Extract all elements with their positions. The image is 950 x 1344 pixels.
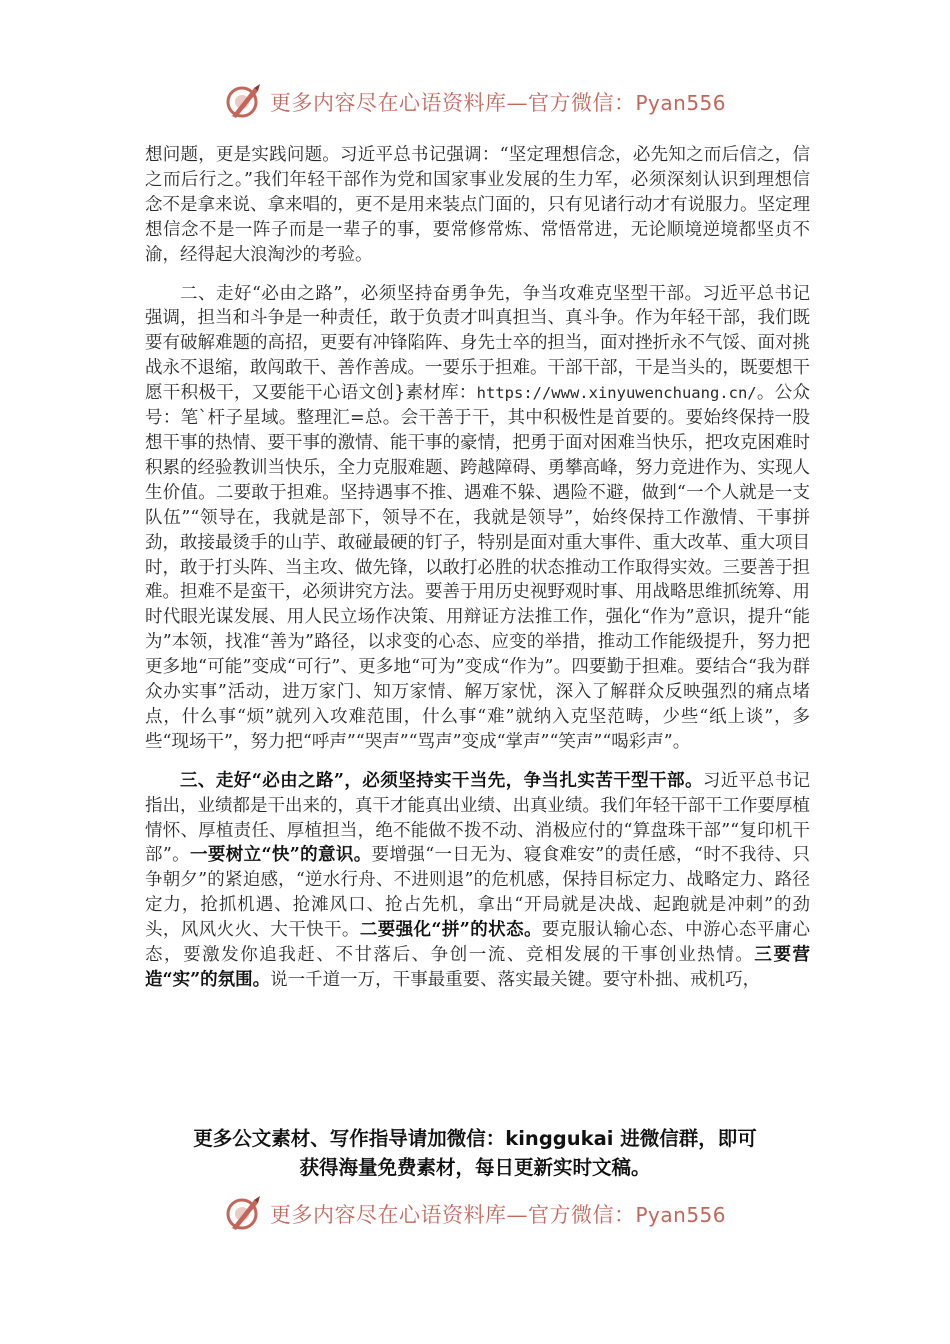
footer-wechat-id: Pyan556	[635, 1203, 726, 1227]
section-heading-3: 三、走好“必由之路”，必须坚持实干当先，争当扎实苦干型干部。	[180, 770, 703, 791]
footer-banner	[0, 1192, 950, 1236]
url-text: https://www.xinyuwenchuang.cn/	[476, 384, 757, 403]
footer-banner-text: 更多内容尽在心语资料库—官方微信：Pyan556	[269, 1203, 726, 1227]
pen-logo-icon	[224, 1194, 264, 1234]
document-body	[145, 143, 810, 993]
promo-line-1: 更多公文素材、写作指导请加微信：kinggukai 进微信群，即可	[193, 1127, 757, 1150]
promo-line-2: 获得海量免费素材，每日更新实时文稿。	[299, 1156, 651, 1179]
header-banner-text: 更多内容尽在心语资料库—官方微信：Pyan556	[269, 91, 726, 115]
point-heading-2: 二要强化“拼”的状态。	[359, 920, 542, 941]
header-wechat-id: Pyan556	[635, 91, 726, 115]
promo-notice	[120, 1124, 830, 1182]
paragraph-3: 三、走好“必由之路”，必须坚持实干当先，争当扎实苦干型干部。习近平总书记指出，业绩都是干出来的，真干才能真出业绩、出真业绩。我们年轻干部干工作要厚植情怀、厚植责任、厚植担当，绝不能做不拨不动、消极应付的“算盘珠干部”“复印机干部”。一要树立“快”的意识。要增强“一日无为、寝食难安”的责任感，“时不我待、只争朝夕”的紧迫感，“逆水行舟、不进则退”的危机感，保持目标定力、战略定力、路径定力，抢抓机遇、抢滩风口、抢占先机，拿出“开局就是决战、起跑就是冲刺”的劲头，风风火火、大干快干。二要强化“拼”的状态。要克服认输心态、中游心态平庸心态，要激发你追我赶、不甘落后、争创一流、竞相发展的干事创业热情。三要营造“实”的氛围。说一千道一万，干事最重要、落实最关键。要守朴拙、戒机巧，	[145, 770, 811, 990]
paragraph-2: 二、走好“必由之路”，必须坚持奋勇争先，争当攻难克坚型干部。习近平总书记强调，担当和斗争是一种责任，敢于负责才叫真担当、真斗争。作为年轻干部，我们既要有破解难题的高招，更要有冲锋陷阵、身先士卒的担当，面对挫折永不气馁、面对挑战永不退缩，敢闯敢干、善作善成。一要乐于担难。干部干部，干是当头的，既要想干愿干积极干，又要能干心语文创}素材库：https://www.xinyuwenchuang.cn/。公众号：笔`杆子星域。整理汇=总。会干善于干，其中积极性是首要的。要始终保持一股想干事的热情、要干事的激情、能干事的豪情，把勇于面对困难当快乐，把攻克困难时积累的经验教训当快乐，全力克服难题、跨越障碍、勇攀高峰，努力竞进作为、实现人生价值。二要敢于担难。坚持遇事不推、遇难不躲、遇险不避，做到“一个人就是一支队伍”“领导在，我就是部下，领导不在，我就是领导”，始终保持工作激情、干事拼劲，敢接最烫手的山芋、敢碰最硬的钉子，特别是面对重大事件、重大改革、重大项目时，敢于打头阵、当主攻、做先锋，以敢打必胜的状态推动工作取得实效。三要善于担难。担难不是蛮干，必须讲究方法。要善于用历史视野观时事、用战略思维抓统筹、用时代眼光谋发展、用人民立场作决策、用辩证方法推工作，强化“作为”意识，提升“能为”本领，找准“善为”路径，以求变的心态、应变的举措，推动工作能级提升，努力把更多地“可能”变成“可行”、更多地“可为”变成“作为”。四要勤于担难。要结合“我为群众办实事”活动，进万家门、知万家情、解万家忧，深入了解群众反映强烈的痛点堵点，什么事“烦”就列入攻难范围，什么事“难”就纳入克坚范畴，少些“纸上谈”，多些“现场干”，努力把“呼声”“哭声”“骂声”变成“掌声”“笑声”“喝彩声”。	[145, 283, 810, 752]
point-heading-3: 三要营造“实”的氛围。	[145, 945, 811, 990]
paragraph-1: 想问题，更是实践问题。习近平总书记强调：“坚定理想信念，必先知之而后信之，信之而后行之。”我们年轻干部作为党和国家事业发展的生力军，必须深刻认识到理想信念不是拿来说、拿来唱的，更不是用来装点门面的，只有见诸行动才有说服力。坚定理想信念不是一阵子而是一辈子的事，要常修常炼、常悟常进，无论顺境逆境都坚贞不渝，经得起大浪淘沙的考验。	[145, 145, 810, 265]
pen-logo-icon	[224, 82, 264, 122]
header-banner	[0, 80, 950, 124]
point-heading-1: 一要树立“快”的意识。	[190, 845, 372, 866]
